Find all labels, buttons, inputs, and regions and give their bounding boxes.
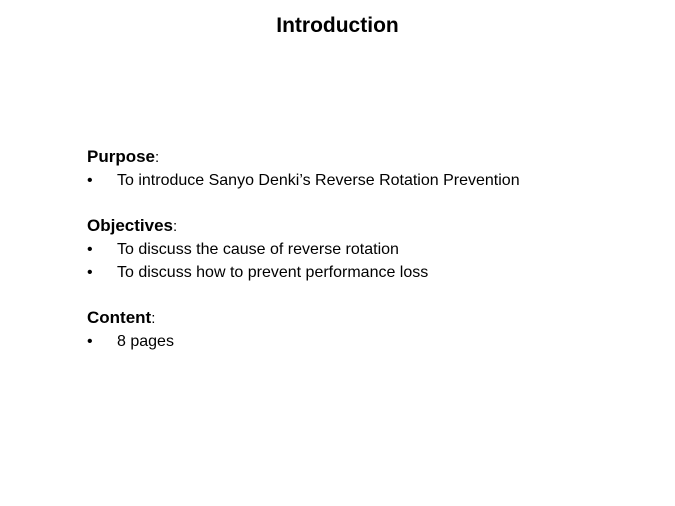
bullet-item [87,169,647,192]
objectives-section [87,214,647,284]
purpose-section [87,145,647,192]
heading-text: Purpose [87,147,156,166]
section-heading [87,306,647,330]
heading-text: Content [87,308,152,327]
slide-title: Introduction [276,14,399,37]
bullet-text: 8 pages [117,333,174,350]
bullet-text: To introduce Sanyo Denki’s Reverse Rotation Prevention [117,172,520,189]
bullet-list [87,238,647,284]
bullet-icon: • [87,264,93,281]
section-heading [87,145,647,169]
bullet-list [87,330,647,353]
content-section [87,306,647,353]
slide-body [87,145,647,353]
heading-colon: : [151,310,156,327]
bullet-text: To discuss the cause of reverse rotation [117,241,399,258]
section-heading [87,214,647,238]
bullet-icon: • [87,241,93,258]
bullet-item [87,330,647,353]
heading-colon: : [173,218,178,235]
bullet-text: To discuss how to prevent performance loss [117,264,429,281]
bullet-item [87,261,647,284]
heading-text: Objectives [87,216,173,235]
heading-colon: : [155,149,160,166]
bullet-icon: • [87,172,93,189]
bullet-icon: • [87,333,93,350]
bullet-item [87,238,647,261]
bullet-list [87,169,647,192]
